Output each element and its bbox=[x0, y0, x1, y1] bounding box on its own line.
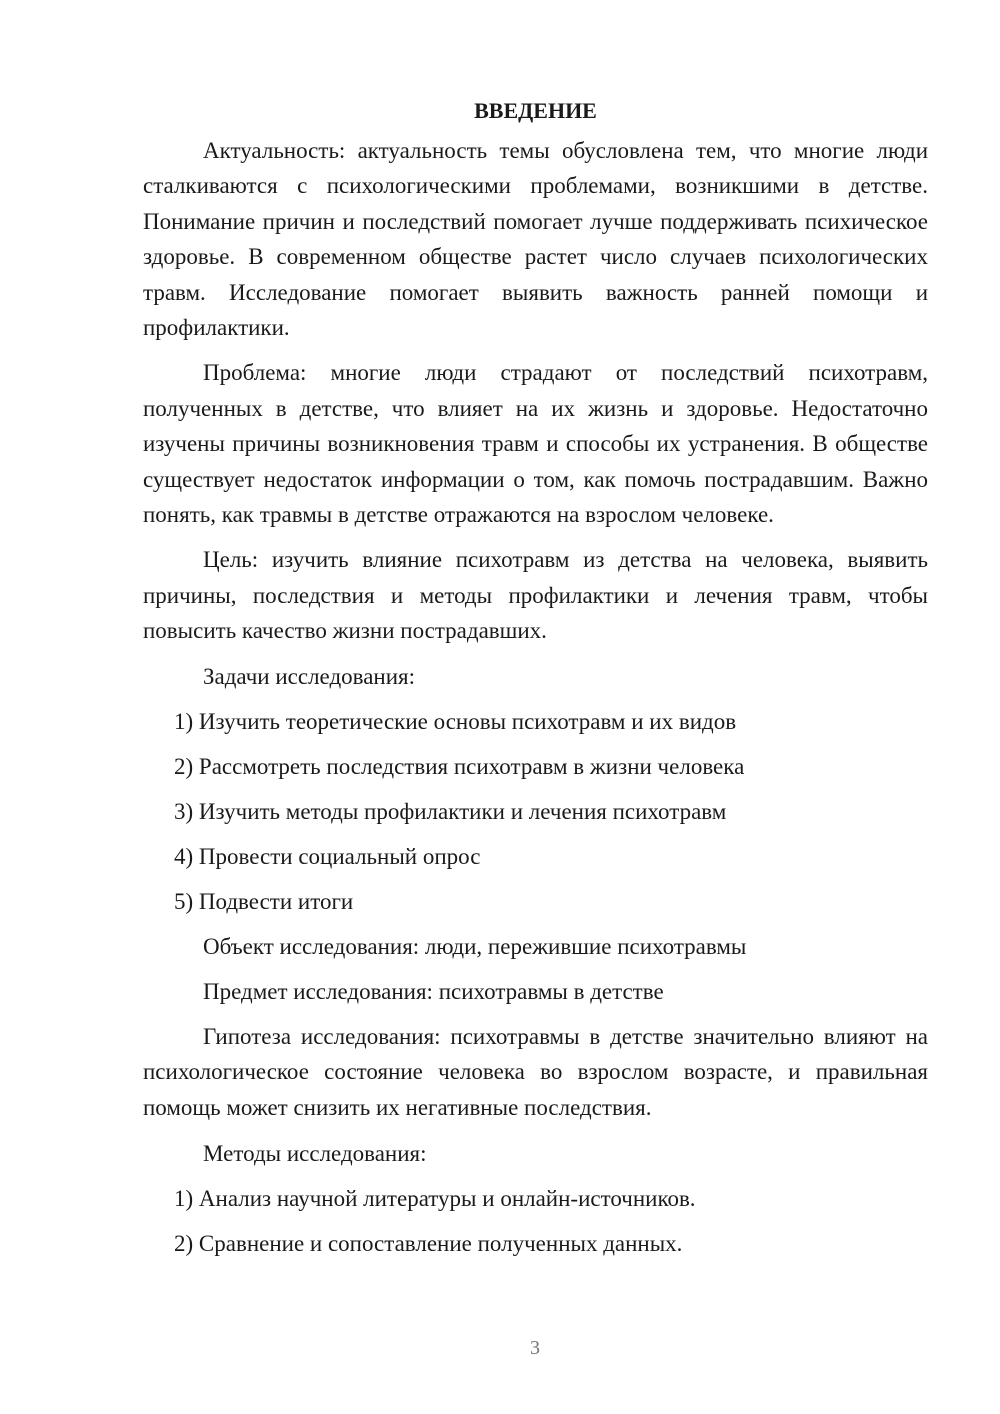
tasks-title: Задачи исследования: bbox=[203, 663, 416, 689]
task-item-3: 3) Изучить методы профилактики и лечения психотравм bbox=[174, 798, 727, 824]
research-object: Объект исследования: люди, пережившие психотравмы bbox=[203, 933, 747, 959]
task-item-4: 4) Провести социальный опрос bbox=[174, 843, 481, 869]
paragraph-problem: Проблема: многие люди страдают от последствий психотравм, полученных в детстве, что влияет на их жизнь и здоровье. Недостаточно изучены причины возникновения травм и способы их устранения. В обществе существует недостаток информации о том, как помочь пострадавшим. Важно понять, как травмы в детстве отражаются на взрослом человеке. bbox=[143, 360, 928, 528]
paragraph-goal: Цель: изучить влияние психотравм из детства на человека, выявить причины, последствия и методы профилактики и лечения травм, чтобы повысить качество жизни пострадавших. bbox=[143, 547, 928, 644]
page-content bbox=[143, 93, 928, 1261]
section-heading: ВВЕДЕНИЕ bbox=[474, 98, 597, 123]
task-item-2: 2) Рассмотреть последствия психотравм в жизни человека bbox=[174, 753, 745, 779]
research-subject: Предмет исследования: психотравмы в детстве bbox=[203, 978, 664, 1004]
paragraph-hypothesis: Гипотеза исследования: психотравмы в детстве значительно влияют на психологическое состояние человека во взрослом возрасте, и правильная помощь может снизить их негативные последствия. bbox=[143, 1023, 928, 1120]
task-item-5: 5) Подвести итоги bbox=[174, 888, 354, 914]
paragraph-relevance: Актуальность: актуальность темы обусловлена тем, что многие люди сталкиваются с психологическими проблемами, возникшими в детстве. Понимание причин и последствий помогает лучше поддерживать психическое здоровье. В современном обществе растет число случаев психологических травм. Исследование помогает выявить важность ранней помощи и профилактики. bbox=[143, 138, 928, 341]
task-item-1: 1) Изучить теоретические основы психотравм и их видов bbox=[174, 708, 737, 734]
page-number: 3 bbox=[530, 1337, 540, 1359]
method-item-2: 2) Сравнение и сопоставление полученных данных. bbox=[174, 1230, 683, 1256]
method-item-1: 1) Анализ научной литературы и онлайн-источников. bbox=[174, 1185, 696, 1211]
methods-title: Методы исследования: bbox=[203, 1140, 427, 1166]
